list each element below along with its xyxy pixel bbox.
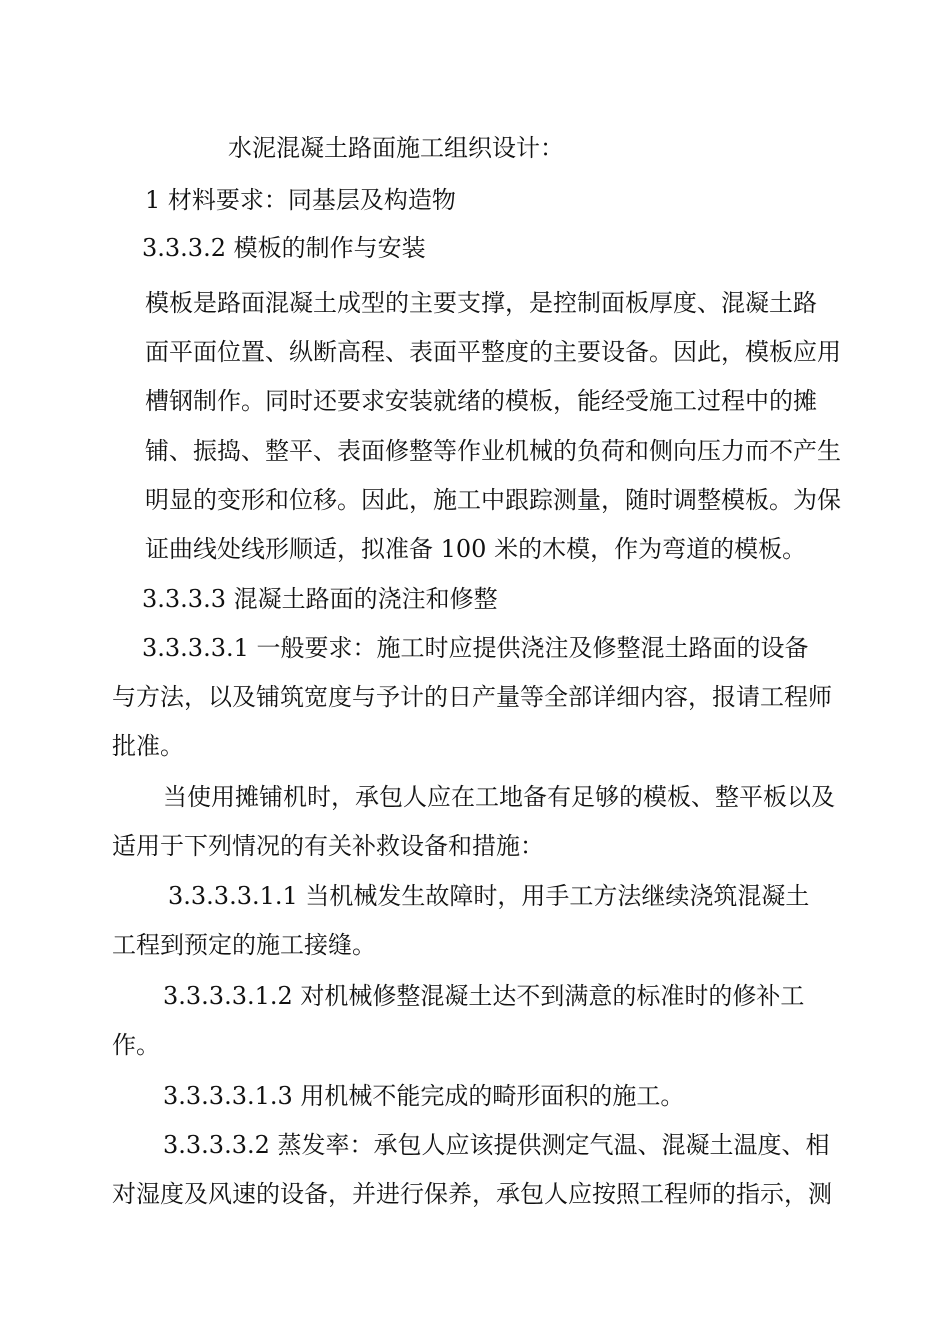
list-item: 工程到预定的施工接缝。 xyxy=(112,931,376,959)
list-item: 3.3.3.3.1.2 对机械修整混凝土达不到满意的标准时的修补工 xyxy=(163,982,805,1010)
paragraph-line: 对湿度及风速的设备，并进行保养，承包人应按照工程师的指示，测 xyxy=(112,1180,832,1208)
paragraph-line: 证曲线处线形顺适，拟准备 100 米的木模，作为弯道的模板。 xyxy=(145,535,807,563)
list-item: 3.3.3.3.1.1 当机械发生故障时，用手工方法继续浇筑混凝土 xyxy=(168,882,810,910)
paragraph-line: 槽钢制作。同时还要求安装就绪的模板，能经受施工过程中的摊 xyxy=(145,387,817,415)
paragraph-line: 铺、振捣、整平、表面修整等作业机械的负荷和侧向压力而不产生 xyxy=(145,437,841,465)
paragraph-line: 3.3.3.3.2 蒸发率：承包人应该提供测定气温、混凝土温度、相 xyxy=(163,1131,830,1159)
paragraph-line: 明显的变形和位移。因此，施工中跟踪测量，随时调整模板。为保 xyxy=(145,486,841,514)
document-title: 水泥混凝土路面施工组织设计： xyxy=(228,134,564,162)
paragraph-line: 模板是路面混凝土成型的主要支撑，是控制面板厚度、混凝土路 xyxy=(145,289,817,317)
paragraph-line: 3.3.3.3.1 一般要求：施工时应提供浇注及修整混土路面的设备 xyxy=(142,634,809,662)
list-item: 作。 xyxy=(112,1031,160,1059)
material-requirement: 1 材料要求：同基层及构造物 xyxy=(145,186,456,214)
paragraph-line: 当使用摊铺机时，承包人应在工地备有足够的模板、整平板以及 xyxy=(163,783,835,811)
paragraph-line: 适用于下列情况的有关补救设备和措施： xyxy=(112,832,544,860)
section-heading-3333: 3.3.3.3 混凝土路面的浇注和修整 xyxy=(142,585,498,613)
paragraph-line: 与方法，以及铺筑宽度与予计的日产量等全部详细内容，报请工程师 xyxy=(112,683,832,711)
section-heading-3332: 3.3.3.2 模板的制作与安装 xyxy=(142,234,426,262)
paragraph-line: 面平面位置、纵断高程、表面平整度的主要设备。因此，模板应用 xyxy=(145,338,841,366)
list-item: 3.3.3.3.1.3 用机械不能完成的畸形面积的施工。 xyxy=(163,1082,685,1110)
paragraph-line: 批准。 xyxy=(112,732,184,760)
